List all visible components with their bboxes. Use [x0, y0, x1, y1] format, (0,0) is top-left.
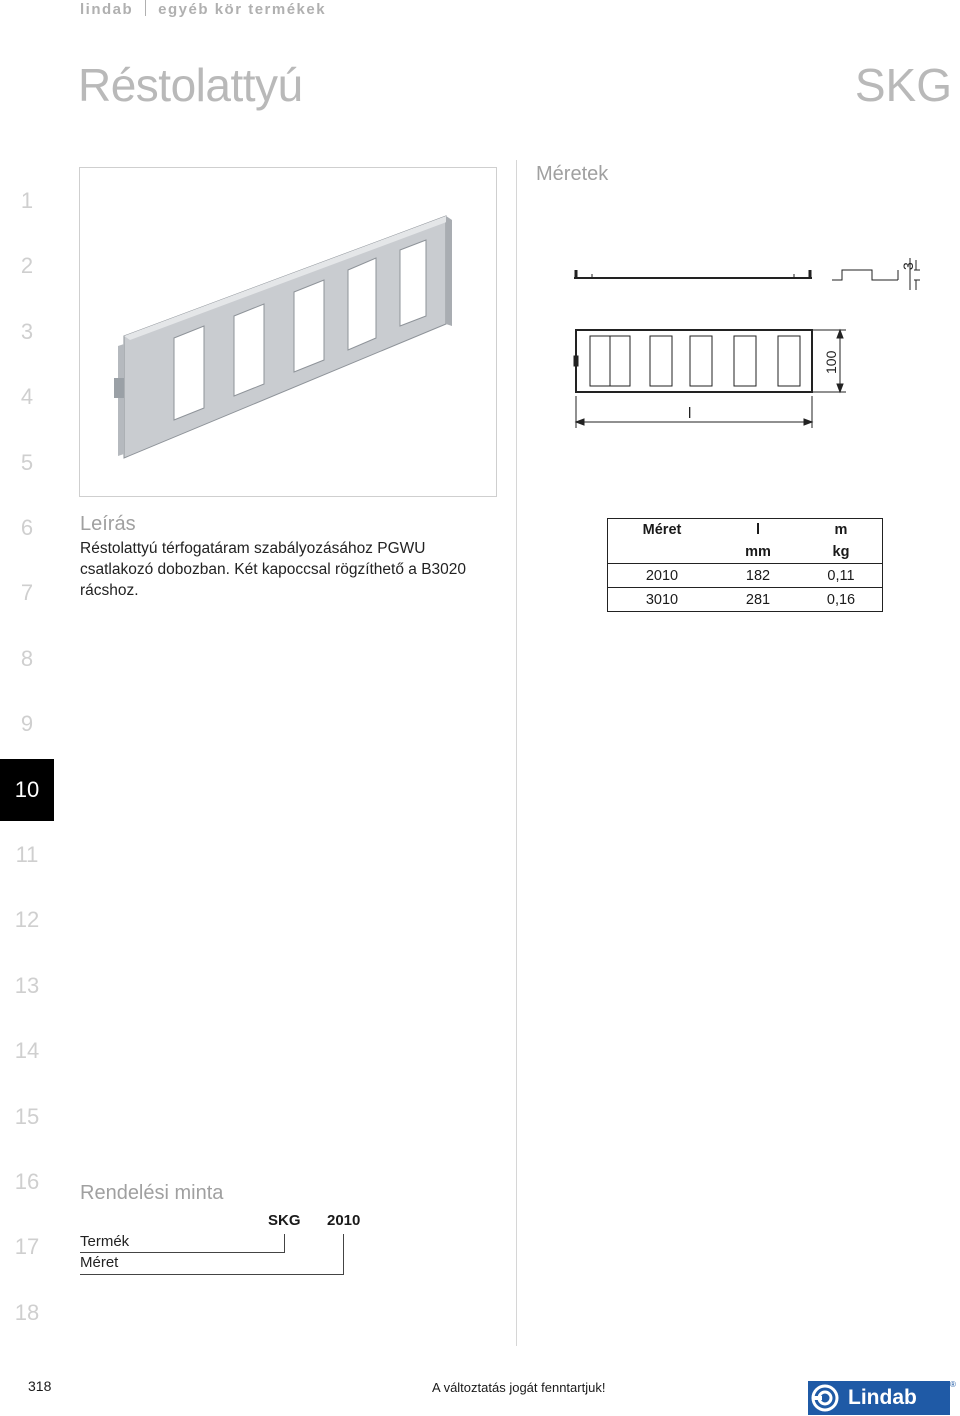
dimensions-heading: Méretek [536, 163, 609, 185]
lindab-logo [808, 1381, 950, 1415]
category-text: egyéb kör termékek [158, 1, 327, 18]
col-unit-size [608, 541, 717, 564]
chapter-tab-14: 14 [14, 1038, 40, 1063]
chapter-tab-12: 12 [14, 907, 40, 932]
order-tick-product [284, 1234, 285, 1253]
order-tick-size [343, 1234, 344, 1275]
chapter-tab-7: 7 [20, 580, 34, 605]
dimension-table [607, 518, 883, 612]
registered-mark: ® [950, 1380, 956, 1389]
chapter-tab-5: 5 [20, 450, 34, 475]
col-header-size: Méret [642, 522, 682, 538]
chapter-tab-9: 9 [20, 711, 34, 736]
table-row [608, 564, 883, 588]
description-text: Réstolattyú térfogatáram szabályozásához PGWU csatlakozó dobozban. Két kapoccsal rögzíthető a B3020 rácshoz. [80, 540, 467, 599]
header-breadcrumb [80, 0, 326, 18]
col-header-m: m [834, 522, 848, 538]
order-code-product: SKG [268, 1212, 301, 1229]
logo-mark-icon [808, 1381, 842, 1415]
footer-note: A változtatás jogát fenntartjuk! [432, 1380, 606, 1395]
separator [145, 0, 146, 16]
chapter-tab-13: 13 [14, 973, 40, 998]
logo-text: Lindab [848, 1386, 917, 1409]
chapter-tab-17: 17 [14, 1234, 40, 1259]
product-image [80, 168, 496, 496]
table-cell: 0,11 [800, 564, 883, 588]
order-label-size: Méret [80, 1254, 119, 1271]
chapter-tab-8: 8 [20, 646, 34, 671]
table-cell: 281 [716, 588, 800, 612]
dimension-drawing [560, 240, 940, 440]
thickness-label: 3 [900, 262, 916, 270]
table-row [608, 588, 883, 612]
height-label: 100 [823, 350, 839, 374]
chapter-tab-10: 10 [0, 759, 54, 821]
chapter-tab-16: 16 [14, 1169, 40, 1194]
chapter-tab-11: 11 [15, 842, 39, 867]
length-label: l [688, 405, 692, 422]
table-cell: 2010 [608, 564, 717, 588]
order-line-size [80, 1274, 344, 1275]
order-line-product [80, 1252, 285, 1253]
order-heading: Rendelési minta [80, 1182, 224, 1204]
chapter-tab-18: 18 [14, 1300, 40, 1325]
page-number: 318 [28, 1378, 52, 1394]
chapter-tab-6: 6 [20, 515, 34, 540]
chapter-tab-3: 3 [20, 319, 34, 344]
product-code: SKG [854, 59, 952, 111]
chapter-tab-4: 4 [20, 384, 34, 409]
table-cell: 0,16 [800, 588, 883, 612]
chapter-tab-15: 15 [14, 1104, 40, 1129]
col-header-l: l [755, 522, 761, 538]
col-unit-m: kg [832, 544, 850, 560]
chapter-tab-1: 1 [20, 188, 34, 213]
order-code-size: 2010 [327, 1212, 361, 1229]
brand-text: lindab [80, 1, 134, 18]
table-cell: 3010 [608, 588, 717, 612]
order-label-product: Termék [80, 1233, 130, 1250]
page-title: Réstolattyú [78, 59, 303, 111]
col-unit-l: mm [745, 544, 771, 560]
column-divider [516, 160, 517, 1346]
chapter-tab-2: 2 [20, 253, 34, 278]
product-image-frame [79, 167, 497, 497]
table-cell: 182 [716, 564, 800, 588]
description-heading: Leírás [80, 513, 136, 535]
